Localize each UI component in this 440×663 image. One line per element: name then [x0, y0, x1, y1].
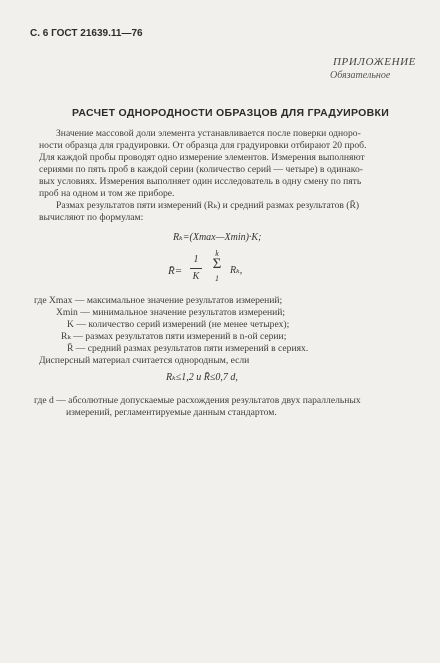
paragraph-line: где d — абсолютные допускаемые расхождения результатов двух параллельных: [34, 395, 361, 406]
definition-line: R̄ — средний размах результатов пяти измерений в сериях.: [67, 343, 309, 354]
paragraph-line: Размах результатов пяти измерений (Rₖ) и средний размах результатов (R̄): [56, 200, 360, 211]
paragraph-line: проб на одном и том же приборе.: [39, 188, 175, 199]
page-header: С. 6 ГОСТ 21639.11—76: [30, 28, 143, 39]
definition-line: K — количество серий измерений (не менее четырех);: [67, 319, 290, 330]
section-title: РАСЧЕТ ОДНОРОДНОСТИ ОБРАЗЦОВ ДЛЯ ГРАДУИРОВКИ: [72, 107, 390, 119]
paragraph-line: сериями по пять проб в каждой серии (количество серий — четыре) в одинако-: [39, 164, 363, 175]
paragraph-line: вых условиях. Измерения выполняет один исследователь в одну смену по пять: [39, 176, 362, 187]
formula-range: Rₖ=(Xmax—Xmin)·K;: [173, 232, 262, 243]
paragraph-line: вычисляют по формулам:: [39, 212, 144, 223]
fraction-numerator: 1: [193, 254, 199, 265]
paragraph-line: измерений, регламентируемые данным стандартом.: [66, 407, 277, 418]
formula-condition: Rₖ≤1,2 и R̄≤0,7 d,: [166, 372, 238, 383]
formula-lhs: R̄=: [168, 265, 183, 277]
definition-line: где Xmax — максимальное значение результатов измерений;: [34, 295, 283, 306]
paragraph-line: Для каждой пробы проводят одно измерение элементов. Измерения выполняют: [39, 152, 365, 163]
paragraph-line: Значение массовой доли элемента устанавливается после поверки одноро-: [56, 128, 361, 139]
formula-rhs: Rₖ,: [230, 265, 243, 276]
sum-lower-limit: 1: [215, 274, 219, 283]
paragraph-line: Дисперсный материал считается однородным, если: [39, 355, 250, 366]
appendix-status: Обязательное: [330, 70, 391, 81]
appendix-title: ПРИЛОЖЕНИЕ: [333, 56, 416, 68]
fraction-denominator: K: [192, 271, 200, 282]
definition-line: Rₖ — размах результатов пяти измерений в n-ой серии;: [61, 331, 287, 342]
fraction-bar: [190, 268, 202, 269]
definition-line: Xmin — минимальное значение результатов измерений;: [56, 307, 286, 318]
sum-symbol: Σ: [212, 256, 222, 272]
paragraph-line: ности образца для градуировки. От образца для градуировки отбирают 20 проб.: [39, 140, 367, 151]
sum-upper-limit: k: [215, 249, 219, 258]
